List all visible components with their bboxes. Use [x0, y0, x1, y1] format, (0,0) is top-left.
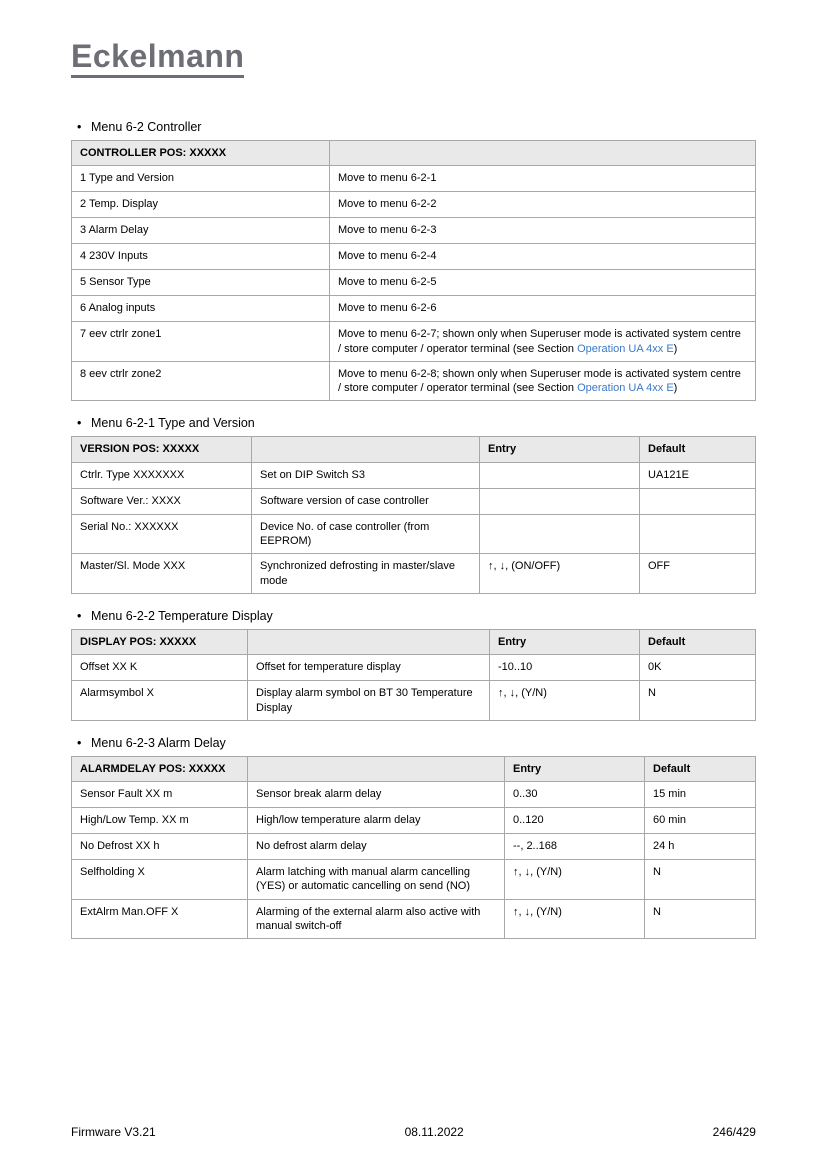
- heading-text: Menu 6-2-3 Alarm Delay: [91, 735, 226, 750]
- table-header-cell-empty: [248, 756, 505, 781]
- table-row: [72, 655, 756, 681]
- table-header-row: [72, 437, 756, 462]
- cell-param: Sensor Fault XX m: [72, 782, 248, 808]
- cell-entry: ↑, ↓, (Y/N): [490, 681, 640, 721]
- cell-desc: No defrost alarm delay: [248, 834, 505, 860]
- cell-param: 7 eev ctrlr zone1: [72, 322, 330, 362]
- table-header-cell-entry: Entry: [490, 629, 640, 654]
- heading-text: Menu 6-2-2 Temperature Display: [91, 608, 273, 623]
- cell-action: [330, 361, 756, 401]
- table-row: [72, 361, 756, 401]
- cell-desc: Display alarm symbol on BT 30 Temperature Display: [248, 681, 490, 721]
- cell-default: 0K: [640, 655, 756, 681]
- table-header-cell-empty: [252, 437, 480, 462]
- cell-text: ): [673, 382, 678, 395]
- table-header-cell-empty: [248, 629, 490, 654]
- table-header-cell-empty: [330, 141, 756, 166]
- table-header-cell: DISPLAY POS: XXXXX: [72, 629, 248, 654]
- table-row: [72, 681, 756, 721]
- footer-firmware-version: Firmware V3.21: [71, 1125, 156, 1139]
- footer-date: 08.11.2022: [404, 1125, 464, 1139]
- cell-desc: Offset for temperature display: [248, 655, 490, 681]
- bullet-icon: •: [77, 608, 82, 623]
- cell-text: Move to menu 6-2-8; shown only when Superuser mode is activated system centre / store computer / operator terminal (see Section: [338, 367, 741, 395]
- operation-ua4xx-link[interactable]: Operation UA 4xx E: [577, 382, 674, 395]
- cell-desc: High/low temperature alarm delay: [248, 808, 505, 834]
- cell-entry: [480, 514, 640, 554]
- cell-default: UA121E: [640, 462, 756, 488]
- table-row: [72, 899, 756, 939]
- cell-entry: -10..10: [490, 655, 640, 681]
- cell-default: 15 min: [645, 782, 756, 808]
- table-header-row: [72, 629, 756, 654]
- cell-entry: ↑, ↓, (ON/OFF): [480, 554, 640, 594]
- cell-text: ): [673, 342, 678, 355]
- cell-text: Move to menu 6-2-7; shown only when Superuser mode is activated system centre / store computer / operator terminal (see Section: [338, 328, 741, 355]
- table-header-cell-default: Default: [645, 756, 756, 781]
- eckelmann-logo: Eckelmann: [71, 40, 244, 78]
- table-row: [72, 244, 756, 270]
- cell-default: N: [640, 681, 756, 721]
- cell-default: OFF: [640, 554, 756, 594]
- table-header-cell-entry: Entry: [505, 756, 645, 781]
- table-header-row: [72, 141, 756, 166]
- bullet-icon: •: [77, 416, 82, 431]
- table-row: [72, 270, 756, 296]
- table-row: [72, 296, 756, 322]
- table-row: [72, 782, 756, 808]
- cell-entry: ↑, ↓, (Y/N): [505, 860, 645, 900]
- cell-entry: 0..120: [505, 808, 645, 834]
- cell-default: [640, 514, 756, 554]
- cell-default: N: [645, 860, 756, 900]
- section-heading-menu-6-2: [77, 120, 756, 134]
- table-row: [72, 322, 756, 362]
- cell-param: Software Ver.: XXXX: [72, 488, 252, 514]
- cell-param: Selfholding X: [72, 860, 248, 900]
- section-heading-menu-6-2-1: [77, 416, 756, 430]
- table-row: [72, 166, 756, 192]
- page-footer: [71, 1125, 756, 1139]
- bullet-icon: •: [77, 120, 82, 134]
- table-header-cell: VERSION POS: XXXXX: [72, 437, 252, 462]
- cell-default: [640, 488, 756, 514]
- cell-action: Move to menu 6-2-1: [330, 166, 756, 192]
- operation-ua4xx-link[interactable]: Operation UA 4xx E: [577, 342, 674, 355]
- table-row: [72, 192, 756, 218]
- cell-action: Move to menu 6-2-4: [330, 244, 756, 270]
- table-header-cell-default: Default: [640, 629, 756, 654]
- table-row: [72, 462, 756, 488]
- cell-desc: Synchronized defrosting in master/slave mode: [252, 554, 480, 594]
- cell-action: Move to menu 6-2-5: [330, 270, 756, 296]
- alarmdelay-table: [71, 756, 756, 939]
- cell-desc: Software version of case controller: [252, 488, 480, 514]
- cell-action: Move to menu 6-2-3: [330, 218, 756, 244]
- heading-text: Menu 6-2 Controller: [91, 120, 202, 134]
- cell-desc: Alarm latching with manual alarm cancelling (YES) or automatic cancelling on send (NO): [248, 860, 505, 900]
- display-table: [71, 629, 756, 721]
- table-row: [72, 808, 756, 834]
- cell-entry: --, 2..168: [505, 834, 645, 860]
- cell-param: 4 230V Inputs: [72, 244, 330, 270]
- cell-param: 5 Sensor Type: [72, 270, 330, 296]
- cell-desc: Sensor break alarm delay: [248, 782, 505, 808]
- cell-action: [330, 322, 756, 362]
- cell-entry: [480, 462, 640, 488]
- bullet-icon: •: [77, 735, 82, 750]
- cell-param: 2 Temp. Display: [72, 192, 330, 218]
- heading-text: Menu 6-2-1 Type and Version: [91, 416, 255, 431]
- version-table: [71, 436, 756, 593]
- controller-menu-table: [71, 140, 756, 401]
- cell-param: No Defrost XX h: [72, 834, 248, 860]
- table-header-cell-entry: Entry: [480, 437, 640, 462]
- cell-default: 24 h: [645, 834, 756, 860]
- table-row: [72, 860, 756, 900]
- table-header-row: [72, 756, 756, 781]
- cell-param: Ctrlr. Type XXXXXXX: [72, 462, 252, 488]
- cell-param: ExtAlrm Man.OFF X: [72, 899, 248, 939]
- cell-entry: ↑, ↓, (Y/N): [505, 899, 645, 939]
- table-row: [72, 514, 756, 554]
- table-row: [72, 834, 756, 860]
- cell-param: Master/Sl. Mode XXX: [72, 554, 252, 594]
- table-header-cell: ALARMDELAY POS: XXXXX: [72, 756, 248, 781]
- cell-action: Move to menu 6-2-2: [330, 192, 756, 218]
- cell-desc: Device No. of case controller (from EEPROM): [252, 514, 480, 554]
- cell-desc: Alarming of the external alarm also active with manual switch-off: [248, 899, 505, 939]
- cell-entry: 0..30: [505, 782, 645, 808]
- cell-desc: Set on DIP Switch S3: [252, 462, 480, 488]
- cell-param: Serial No.: XXXXXX: [72, 514, 252, 554]
- table-header-cell-default: Default: [640, 437, 756, 462]
- section-heading-menu-6-2-2: [77, 609, 756, 623]
- cell-entry: [480, 488, 640, 514]
- cell-param: 6 Analog inputs: [72, 296, 330, 322]
- cell-param: 1 Type and Version: [72, 166, 330, 192]
- cell-param: High/Low Temp. XX m: [72, 808, 248, 834]
- section-heading-menu-6-2-3: [77, 736, 756, 750]
- cell-param: Offset XX K: [72, 655, 248, 681]
- table-row: [72, 554, 756, 594]
- cell-param: Alarmsymbol X: [72, 681, 248, 721]
- cell-param: 3 Alarm Delay: [72, 218, 330, 244]
- cell-default: 60 min: [645, 808, 756, 834]
- cell-action: Move to menu 6-2-6: [330, 296, 756, 322]
- cell-default: N: [645, 899, 756, 939]
- table-row: [72, 488, 756, 514]
- table-row: [72, 218, 756, 244]
- cell-param: 8 eev ctrlr zone2: [72, 361, 330, 401]
- table-header-cell: CONTROLLER POS: XXXXX: [72, 141, 330, 166]
- footer-page-number: 246/429: [712, 1125, 756, 1139]
